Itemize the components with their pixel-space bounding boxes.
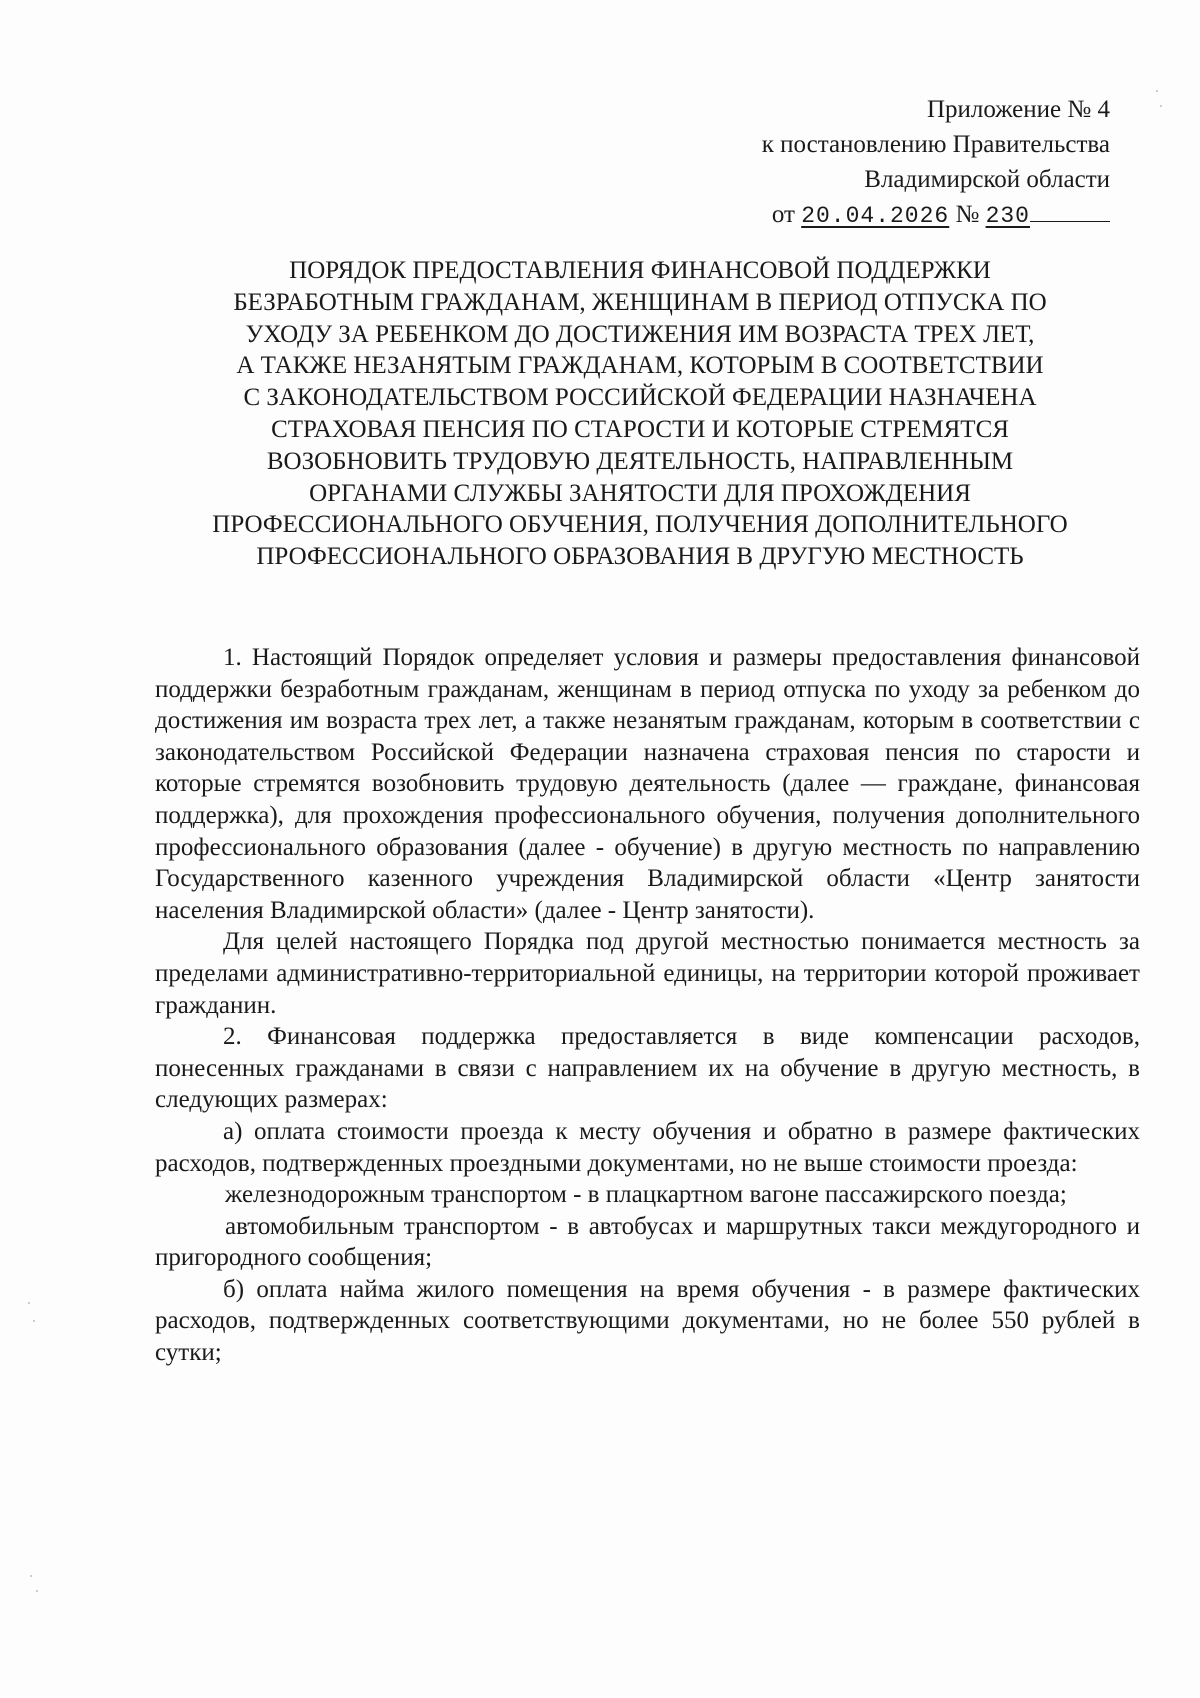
subparagraph-a: а) оплата стоимости проезда к месту обучения и обратно в размере фактических расходов, подтвержденных проездными документами, но не выше стоимости проезда: bbox=[155, 1117, 1140, 1177]
appendix-date-line bbox=[590, 197, 1110, 234]
rail-transport-item: железнодорожным транспортом - в плацкартном вагоне пассажирского поезда; bbox=[225, 1181, 1067, 1209]
scan-speck bbox=[28, 1302, 30, 1304]
title-line: СТРАХОВАЯ ПЕНСИЯ ПО СТАРОСТИ И КОТОРЫЕ СТРЕМЯТСЯ bbox=[271, 415, 1009, 443]
title-line: УХОДУ ЗА РЕБЕНКОМ ДО ДОСТИЖЕНИЯ ИМ ВОЗРАСТА ТРЕХ ЛЕТ, bbox=[245, 320, 1035, 348]
document-body bbox=[155, 642, 1140, 1369]
appendix-region: Владимирской области bbox=[864, 166, 1110, 193]
number-sign: № bbox=[955, 201, 980, 228]
scan-speck bbox=[1160, 105, 1162, 107]
decree-date: 20.04.2026 bbox=[801, 203, 950, 229]
from-label: от bbox=[771, 201, 795, 228]
title-line: ПРОФЕССИОНАЛЬНОГО ОБУЧЕНИЯ, ПОЛУЧЕНИЯ ДОПОЛНИТЕЛЬНОГО bbox=[212, 511, 1068, 539]
scan-speck bbox=[1156, 90, 1158, 92]
scan-speck bbox=[36, 1590, 38, 1592]
title-line: ОРГАНАМИ СЛУЖБЫ ЗАНЯТОСТИ ДЛЯ ПРОХОЖДЕНИЯ bbox=[309, 479, 971, 507]
appendix-reference: к постановлению Правительства bbox=[761, 131, 1110, 158]
title-line: С ЗАКОНОДАТЕЛЬСТВОМ РОССИЙСКОЙ ФЕДЕРАЦИИ НАЗНАЧЕНА bbox=[243, 384, 1037, 412]
scan-speck bbox=[33, 1320, 35, 1322]
title-line: А ТАКЖЕ НЕЗАНЯТЫМ ГРАЖДАНАМ, КОТОРЫМ В СООТВЕТСТВИИ bbox=[236, 352, 1044, 380]
title-line: БЕЗРАБОТНЫМ ГРАЖДАНАМ, ЖЕНЩИНАМ В ПЕРИОД ОТПУСКА ПО bbox=[233, 288, 1047, 316]
scan-speck bbox=[30, 1575, 32, 1577]
title-line: ВОЗОБНОВИТЬ ТРУДОВУЮ ДЕЯТЕЛЬНОСТЬ, НАПРАВЛЕННЫМ bbox=[266, 447, 1014, 475]
paragraph-1: 1. Настоящий Порядок определяет условия и размеры предоставления финансовой поддержки безработным гражданам, женщинам в период отпуска по уходу за ребенком до достижения им возраста трех лет, а также незанятым гражданам, которым в соответствии с законодательством Российской Федерации назначена страховая пенсия по старости и которые стремятся возобновить трудовую деятельность (далее — граждане, финансовая поддержка), для прохождения профессионального обучения, получения дополнительного профессионального образования (далее - обучение) в другую местность по направлению Государственного казенного учреждения Владимирской области «Центр занятости населения Владимирской области» (далее - Центр занятости). bbox=[155, 644, 1140, 924]
title-line: ПОРЯДОК ПРЕДОСТАВЛЕНИЯ ФИНАНСОВОЙ ПОДДЕРЖКИ bbox=[289, 257, 991, 284]
decree-number: 230 bbox=[985, 203, 1030, 229]
appendix-header bbox=[590, 92, 1110, 234]
document-title bbox=[150, 255, 1130, 573]
number-underline bbox=[1030, 199, 1110, 222]
title-line: ПРОФЕССИОНАЛЬНОГО ОБРАЗОВАНИЯ В ДРУГУЮ МЕСТНОСТЬ bbox=[256, 543, 1024, 571]
subparagraph-b: б) оплата найма жилого помещения на время обучения - в размере фактических расходов, подтвержденных соответствующими документами, но не более 550 рублей в сутки; bbox=[155, 1275, 1140, 1367]
paragraph-definition: Для целей настоящего Порядка под другой местностью понимается местность за пределами административно-территориальной единицы, на территории которой проживает гражданин. bbox=[155, 928, 1140, 1019]
road-transport-item: автомобильным транспортом - в автобусах и маршрутных такси междугородного и пригородного сообщения; bbox=[155, 1212, 1140, 1272]
appendix-number: Приложение № 4 bbox=[926, 96, 1110, 123]
paragraph-2: 2. Финансовая поддержка предоставляется в виде компенсации расходов, понесенных гражданами в связи с направлением их на обучение в другую местность, в следующих размерах: bbox=[155, 1023, 1140, 1114]
